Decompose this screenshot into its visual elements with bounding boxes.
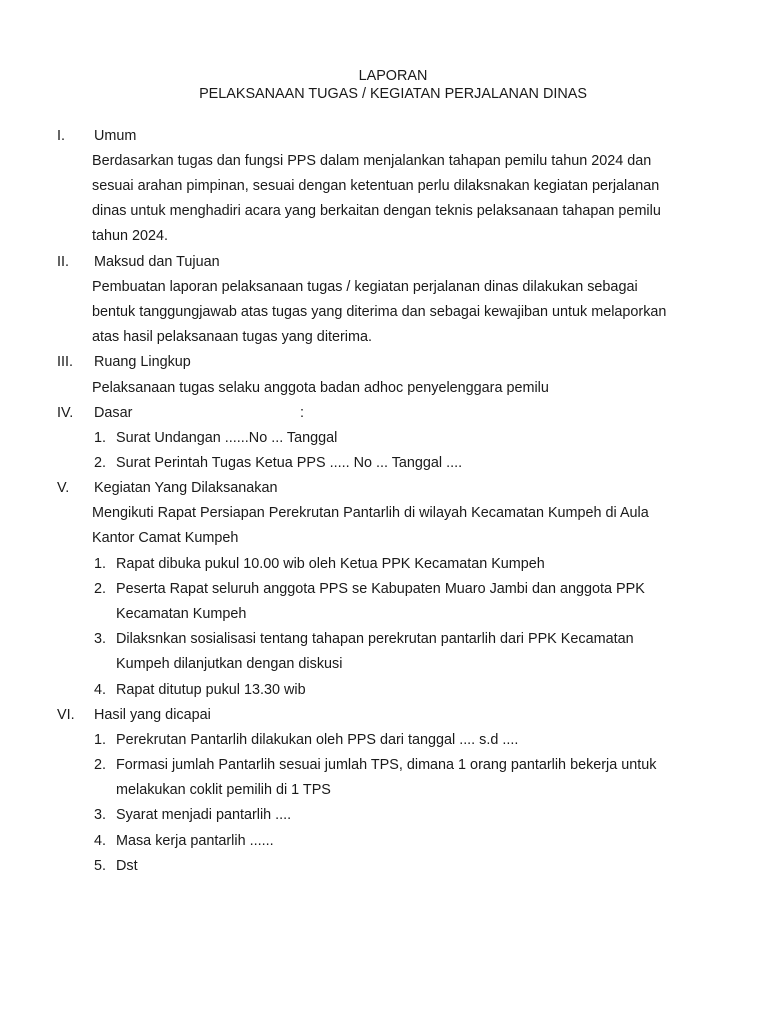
- list-item-text: Dst: [116, 858, 138, 874]
- list-item-text: Perekrutan Pantarlih dilakukan oleh PPS dari tanggal .... s.d ....: [116, 732, 519, 748]
- section-numeral: I.: [57, 128, 65, 144]
- section-numeral: VI.: [57, 707, 75, 723]
- paragraph-line: Mengikuti Rapat Persiapan Perekrutan Pantarlih di wilayah Kecamatan Kumpeh di Aula: [92, 505, 649, 521]
- section-heading: Maksud dan Tujuan: [94, 254, 220, 270]
- list-item-text: Kumpeh dilanjutkan dengan diskusi: [116, 656, 343, 672]
- section-heading: Hasil yang dicapai: [94, 707, 211, 723]
- list-item-text: Formasi jumlah Pantarlih sesuai jumlah TPS, dimana 1 orang pantarlih bekerja untuk: [116, 757, 657, 773]
- list-item-text: Rapat ditutup pukul 13.30 wib: [116, 682, 306, 698]
- paragraph-line: Kantor Camat Kumpeh: [92, 530, 239, 546]
- list-item-text: Kecamatan Kumpeh: [116, 606, 247, 622]
- paragraph-line: dinas untuk menghadiri acara yang berkaitan dengan teknis pelaksanaan tahapan pemilu: [92, 203, 661, 219]
- paragraph-line: Berdasarkan tugas dan fungsi PPS dalam menjalankan tahapan pemilu tahun 2024 dan: [92, 153, 652, 169]
- list-item-text: Syarat menjadi pantarlih ....: [116, 807, 292, 823]
- list-item-text: melakukan coklit pemilih di 1 TPS: [116, 782, 331, 798]
- list-item-text: Peserta Rapat seluruh anggota PPS se Kabupaten Muaro Jambi dan anggota PPK: [116, 581, 645, 597]
- section-heading: Kegiatan Yang Dilaksanakan: [94, 480, 278, 496]
- section-numeral: V.: [57, 480, 70, 496]
- section-heading: Umum: [94, 128, 137, 144]
- list-number: 1.: [94, 732, 107, 748]
- list-number: 3.: [94, 807, 107, 823]
- list-number: 2.: [94, 757, 107, 773]
- paragraph-line: sesuai arahan pimpinan, sesuai dengan ketentuan perlu dilaksnakan kegiatan perjalanan: [92, 178, 660, 194]
- section-numeral: IV.: [57, 405, 74, 421]
- list-number: 5.: [94, 858, 107, 874]
- list-number: 2.: [94, 581, 107, 597]
- list-number: 1.: [94, 556, 107, 572]
- list-item-text: Dilaksnkan sosialisasi tentang tahapan perekrutan pantarlih dari PPK Kecamatan: [116, 631, 634, 647]
- list-number: 4.: [94, 833, 107, 849]
- paragraph-line: Pembuatan laporan pelaksanaan tugas / kegiatan perjalanan dinas dilakukan sebagai: [92, 279, 638, 295]
- title-line-2: PELAKSANAAN TUGAS / KEGIATAN PERJALANAN DINAS: [199, 86, 587, 102]
- colon: :: [300, 405, 304, 421]
- paragraph-line: tahun 2024.: [92, 228, 169, 244]
- list-item-text: Rapat dibuka pukul 10.00 wib oleh Ketua PPK Kecamatan Kumpeh: [116, 556, 545, 572]
- paragraph-line: atas hasil pelaksanaan tugas yang diterima.: [92, 329, 372, 345]
- title-line-1: LAPORAN: [358, 68, 428, 84]
- list-number: 4.: [94, 682, 107, 698]
- section-heading: Ruang Lingkup: [94, 354, 191, 370]
- list-number: 2.: [94, 455, 107, 471]
- list-item-text: Surat Perintah Tugas Ketua PPS ..... No ... Tanggal ....: [116, 455, 463, 471]
- section-heading: Dasar: [94, 405, 133, 421]
- list-number: 1.: [94, 430, 107, 446]
- paragraph-line: bentuk tanggungjawab atas tugas yang diterima dan sebagai kewajiban untuk melaporkan: [92, 304, 667, 320]
- list-number: 3.: [94, 631, 107, 647]
- list-item-text: Masa kerja pantarlih ......: [116, 833, 274, 849]
- list-item-text: Surat Undangan ......No ... Tanggal: [116, 430, 338, 446]
- paragraph-line: Pelaksanaan tugas selaku anggota badan adhoc penyelenggara pemilu: [92, 380, 549, 396]
- section-numeral: III.: [57, 354, 73, 370]
- section-numeral: II.: [57, 254, 69, 270]
